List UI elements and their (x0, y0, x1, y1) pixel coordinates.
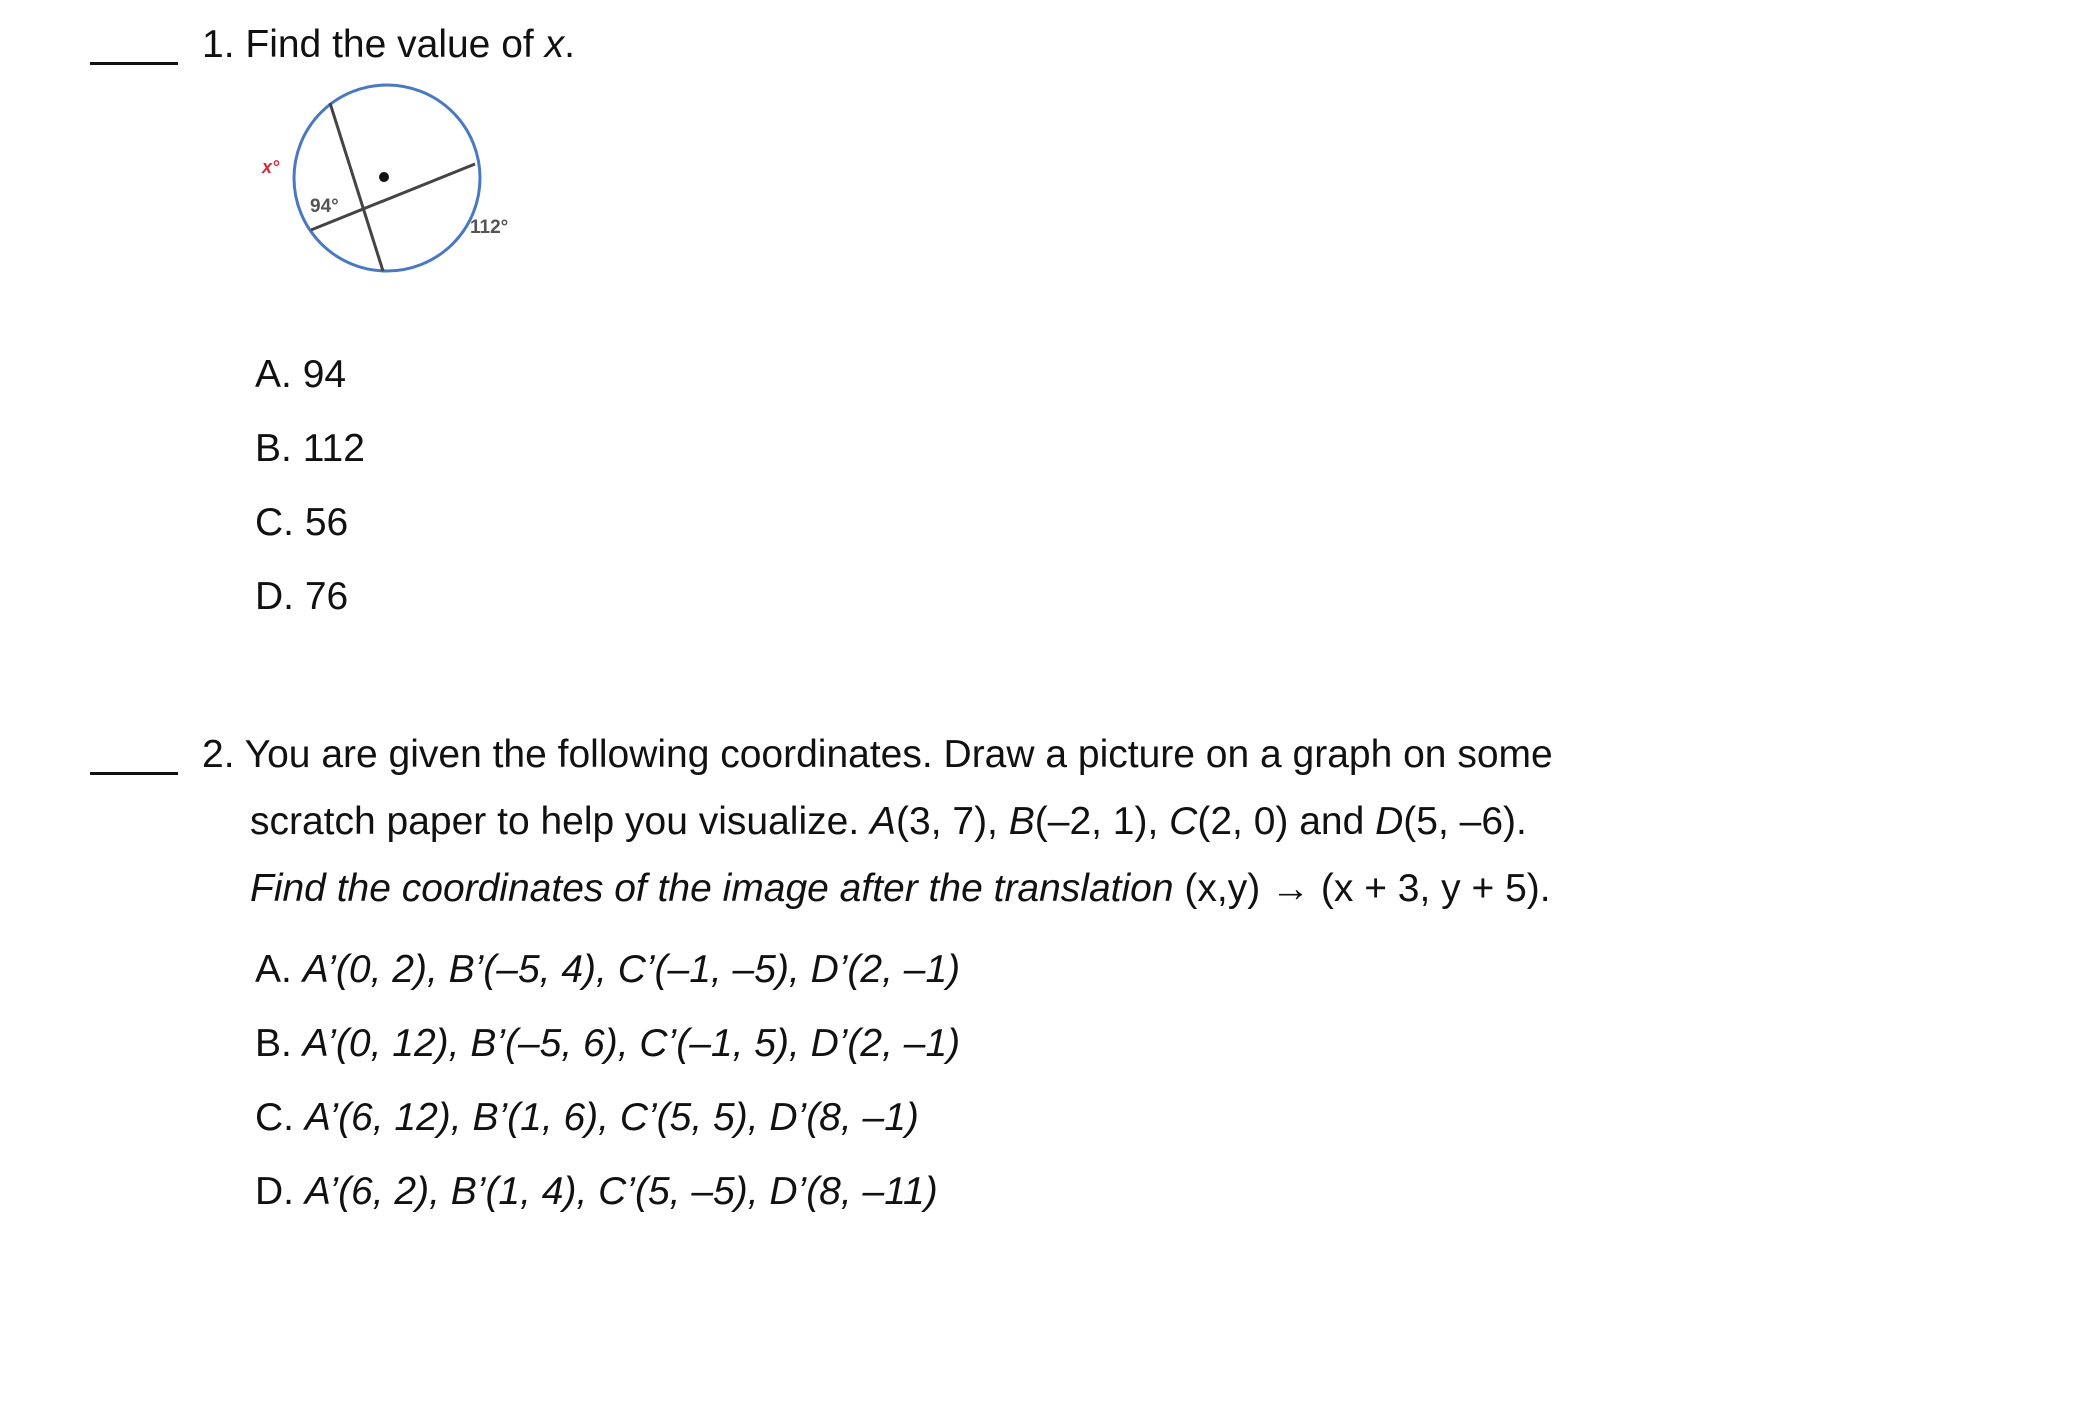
q2-option-c[interactable] (255, 1094, 919, 1141)
angle-94-label: 94° (310, 196, 339, 217)
option-text: 112 (302, 427, 365, 470)
option-text: A’(6, 12), B’(1, 6), C’(5, 5), D’(8, –1) (304, 1096, 919, 1139)
option-letter: B. (255, 427, 292, 470)
option-letter: D. (255, 575, 294, 618)
point-a-coords: (3, 7), (896, 800, 998, 843)
option-letter: A. (255, 948, 292, 991)
point-c-coords: (2, 0) (1197, 800, 1289, 843)
option-letter: B. (255, 1022, 292, 1065)
point-d-name: D (1375, 800, 1404, 843)
option-letter: D. (255, 1170, 294, 1213)
chord-one (330, 103, 383, 271)
option-text: 76 (304, 575, 349, 618)
option-text: A’(6, 2), B’(1, 4), C’(5, –5), D’(8, –11) (304, 1170, 938, 1213)
q2-option-d[interactable] (255, 1168, 938, 1215)
q1-option-d[interactable] (255, 573, 348, 620)
center-dot (379, 172, 389, 182)
circle-diagram-svg (255, 75, 535, 295)
q2-line2-text: scratch paper to help you visualize. (250, 800, 860, 843)
q1-variable: x (544, 23, 565, 66)
q2-instruction: Find the coordinates of the image after the translation (250, 867, 1174, 910)
q2-option-a[interactable] (255, 946, 960, 993)
option-letter: A. (255, 353, 292, 396)
point-d-coords: (5, –6). (1403, 800, 1527, 843)
point-a-name: A (870, 800, 897, 843)
q1-period: . (564, 23, 575, 66)
point-b-name: B (1008, 800, 1035, 843)
q2-line1-text: You are given the following coordinates. Draw a picture on a graph on some (244, 733, 1553, 776)
option-text: 56 (304, 501, 349, 544)
q1-option-a[interactable] (255, 351, 346, 398)
q1-number: 1. (202, 23, 235, 66)
point-b-coords: (–2, 1), (1034, 800, 1159, 843)
q2-translation-rule: (x,y) → (x + 3, y + 5). (1184, 867, 1551, 910)
q2-line2 (250, 798, 1527, 845)
answer-blank-q2[interactable] (90, 772, 178, 775)
q2-line1 (202, 731, 1553, 778)
circle-diagram (255, 75, 535, 295)
q1-prompt-text: Find the value of (245, 23, 534, 66)
q2-number: 2. (202, 733, 235, 776)
option-letter: C. (255, 1096, 294, 1139)
arc-x-label: x° (262, 157, 280, 177)
option-text: 94 (302, 353, 347, 396)
arc-112-label: 112° (470, 217, 509, 238)
q1-prompt (202, 21, 575, 68)
option-text: A’(0, 2), B’(–5, 4), C’(–1, –5), D’(2, –1) (302, 948, 961, 991)
option-text: A’(0, 12), B’(–5, 6), C’(–1, 5), D’(2, –1) (302, 1022, 961, 1065)
q1-option-c[interactable] (255, 499, 348, 546)
answer-blank-q1[interactable] (90, 62, 178, 65)
q1-option-b[interactable] (255, 425, 365, 472)
connector-and: and (1288, 800, 1376, 843)
q2-line3 (250, 865, 1551, 912)
option-letter: C. (255, 501, 294, 544)
point-c-name: C (1169, 800, 1198, 843)
q2-option-b[interactable] (255, 1020, 960, 1067)
